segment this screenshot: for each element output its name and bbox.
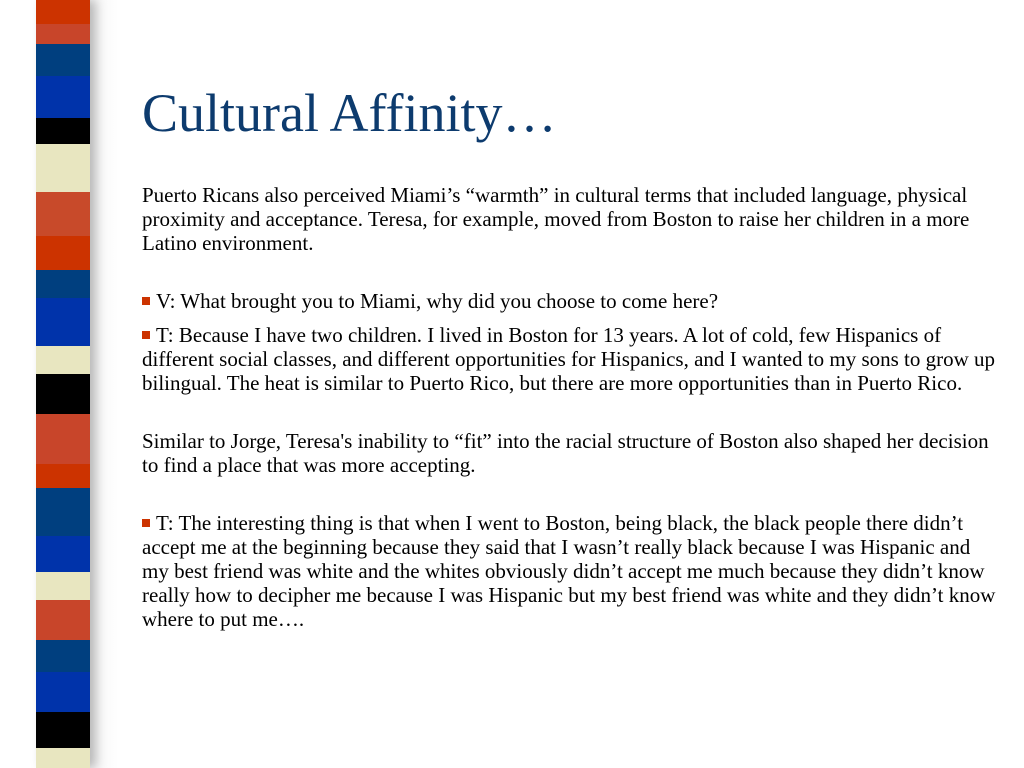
stripe-block [36, 346, 90, 374]
stripe-block [36, 298, 90, 346]
square-bullet-icon [142, 331, 150, 339]
bullet-question [142, 289, 1002, 313]
bullet-text: T: Because I have two children. I lived in Boston for 13 years. A lot of cold, few Hispanics of different social classes, and different opportunities for Hispanics, and I wanted to my sons to grow up bilingual. The heat is similar to Puerto Rico, but there are more opportunities than in Puerto Rico. [142, 323, 996, 395]
stripe-block [36, 672, 90, 712]
stripe-block [36, 118, 90, 144]
stripe-block [36, 572, 90, 600]
stripe-block [36, 748, 90, 768]
stripe-block [36, 0, 90, 24]
stripe-block [36, 414, 90, 464]
stripe-block [36, 464, 90, 488]
stripe-block [36, 192, 90, 236]
stripe-block [36, 24, 90, 44]
bullet-answer [142, 323, 1002, 395]
intro-paragraph: Puerto Ricans also perceived Miami’s “warmth” in cultural terms that included language, physical proximity and acceptance. Teresa, for example, moved from Boston to raise her children in a more Latino environment. [142, 183, 970, 255]
bullet-text: T: The interesting thing is that when I went to Boston, being black, the black people there didn’t accept me at the beginning because they said that I wasn’t really black because I was Hispanic and my best friend was white and the whites obviously didn’t accept me much because they didn’t know really how to decipher me because I was Hispanic but my best friend was white and they didn’t know where to put me…. [142, 511, 996, 631]
decorative-color-stripe [36, 0, 90, 768]
stripe-block [36, 488, 90, 536]
bullet-quote [142, 511, 1002, 631]
stripe-block [36, 144, 90, 192]
stripe-block [36, 76, 90, 118]
stripe-block [36, 236, 90, 270]
bullet-text: V: What brought you to Miami, why did you choose to come here? [156, 289, 719, 313]
stripe-block [36, 536, 90, 572]
stripe-block [36, 374, 90, 414]
stripe-block [36, 712, 90, 748]
summary-paragraph: Similar to Jorge, Teresa's inability to “fit” into the racial structure of Boston also shaped her decision to find a place that was more accepting. [142, 429, 989, 477]
square-bullet-icon [142, 519, 150, 527]
stripe-block [36, 270, 90, 298]
slide-title: Cultural Affinity… [142, 83, 557, 143]
square-bullet-icon [142, 297, 150, 305]
stripe-block [36, 640, 90, 672]
stripe-block [36, 44, 90, 76]
slide-body [142, 183, 1002, 631]
stripe-block [36, 600, 90, 640]
